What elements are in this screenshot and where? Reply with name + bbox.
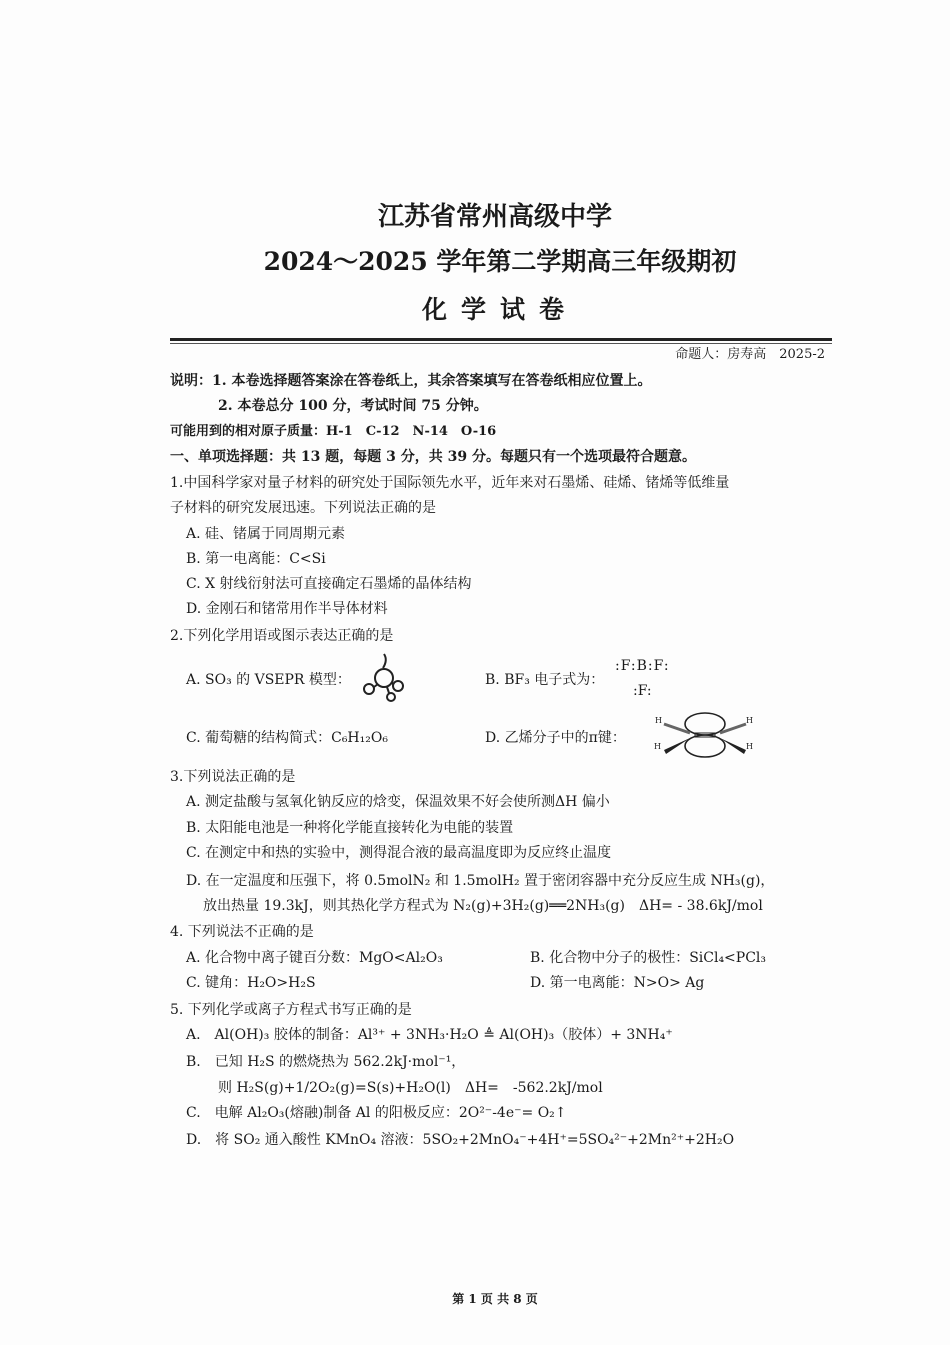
q5-option-b: B. 已知 H₂S 的燃烧热为 562.2kJ·mol⁻¹，	[186, 1054, 466, 1070]
question-2-stem: 2.下列化学用语或图示表达正确的是	[170, 628, 394, 644]
q2-option-d: D. 乙烯分子中的π键：	[485, 730, 626, 746]
q1-option-c: C. X 射线衍射法可直接确定石墨烯的晶体结构	[186, 576, 472, 592]
h-label: H	[655, 716, 662, 725]
h-label: H	[746, 716, 753, 725]
author-line: 命题人：房寿高 2025-2	[675, 347, 825, 362]
h-label: H	[746, 742, 753, 751]
question-5-stem: 5. 下列化学或离子方程式书写正确的是	[170, 1002, 412, 1018]
title-rule-thin	[170, 343, 832, 344]
q3-option-d: D. 在一定温度和压强下，将 0.5molN₂ 和 1.5molH₂ 置于密闭容器中充分反应生成 NH₃(g)，	[186, 873, 775, 889]
subject-title: 化学试卷	[421, 295, 578, 324]
bf3-electron-formula-top: :F:B:F:	[615, 658, 670, 674]
question-1-stem-cont: 子材料的研究发展迅速。下列说法正确的是	[170, 500, 436, 516]
instruction-1: 说明：1. 本卷选择题答案涂在答卷纸上，其余答案填写在答卷纸相应位置上。	[170, 373, 652, 389]
question-1-stem: 1.中国科学家对量子材料的研究处于国际领先水平，近年来对石墨烯、硅烯、锗烯等低维量	[170, 475, 730, 491]
q2-option-b: B. BF₃ 电子式为：	[485, 672, 605, 688]
title-rule	[170, 338, 832, 341]
ethylene-pi-bond-icon	[650, 710, 760, 760]
h-label: H	[654, 742, 661, 751]
q5-option-a: A. Al(OH)₃ 胶体的制备：Al³⁺ + 3NH₃·H₂O ≜ Al(OH)₃（胶体）+ 3NH₄⁺	[186, 1027, 673, 1043]
instruction-2: 2. 本卷总分 100 分，考试时间 75 分钟。	[218, 398, 488, 414]
q1-option-a: A. 硅、锗属于同周期元素	[186, 526, 346, 542]
q3-option-c: C. 在测定中和热的实验中，测得混合液的最高温度即为反应终止温度	[186, 845, 612, 861]
q5-option-b-cont: 则 H₂S(g)+1/2O₂(g)=S(s)+H₂O(l) ΔH= -562.2kJ/mol	[218, 1080, 603, 1096]
q3-option-a: A. 测定盐酸与氢氧化钠反应的焓变，保温效果不好会使所测ΔH 偏小	[186, 794, 610, 810]
q4-option-d: D. 第一电离能：N>O> Ag	[530, 975, 705, 991]
q3-option-d-cont: 放出热量 19.3kJ，则其热化学方程式为 N₂(g)+3H₂(g)══2NH₃(g) ΔH= - 38.6kJ/mol	[203, 898, 763, 914]
q4-option-c: C. 键角：H₂O>H₂S	[186, 975, 316, 991]
q1-option-b: B. 第一电离能：C<Si	[186, 551, 326, 567]
question-3-stem: 3.下列说法正确的是	[170, 769, 296, 785]
school-title: 江苏省常州高级中学	[377, 202, 612, 232]
q2-option-a: A. SO₃ 的 VSEPR 模型：	[186, 672, 351, 688]
q2-option-c: C. 葡萄糖的结构简式：C₆H₁₂O₆	[186, 730, 388, 746]
q1-option-d: D. 金刚石和锗常用作半导体材料	[186, 601, 388, 617]
atomic-masses: 可能用到的相对原子质量：H-1 C-12 N-14 O-16	[170, 424, 497, 439]
so3-vsepr-model-icon	[360, 652, 415, 702]
q5-option-d: D. 将 SO₂ 通入酸性 KMnO₄ 溶液：5SO₂+2MnO₄⁻+4H⁺=5SO₄²⁻+2Mn²⁺+2H₂O	[186, 1132, 735, 1148]
term-title: 2024～2025 学年第二学期高三年级期初	[263, 247, 737, 276]
q4-option-a: A. 化合物中离子键百分数：MgO<Al₂O₃	[186, 950, 443, 966]
question-4-stem: 4. 下列说法不正确的是	[170, 924, 314, 940]
section-heading: 一、单项选择题：共 13 题，每题 3 分，共 39 分。每题只有一个选项最符合题意。	[170, 449, 696, 465]
q5-option-c: C. 电解 Al₂O₃(熔融)制备 Al 的阳极反应：2O²⁻-4e⁻= O₂↑	[186, 1105, 567, 1121]
bf3-electron-formula-bottom: :F:	[633, 683, 652, 699]
page-footer: 第 1 页 共 8 页	[452, 1292, 538, 1306]
q3-option-b: B. 太阳能电池是一种将化学能直接转化为电能的装置	[186, 820, 514, 836]
q4-option-b: B. 化合物中分子的极性：SiCl₄<PCl₃	[530, 950, 767, 966]
